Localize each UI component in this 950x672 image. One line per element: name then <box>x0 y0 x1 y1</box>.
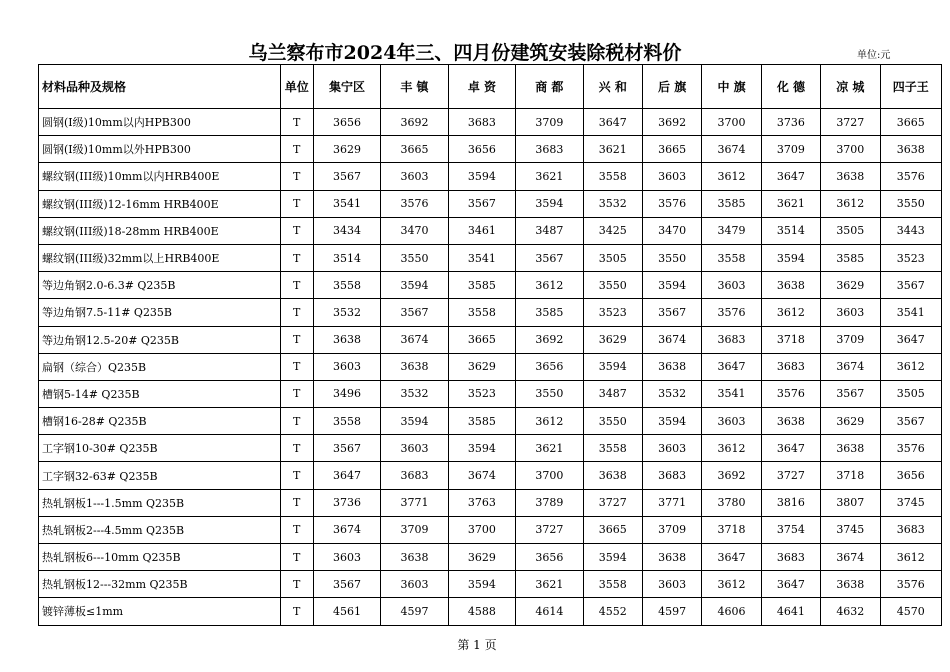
price-cell: 3443 <box>880 217 941 244</box>
price-cell: 3647 <box>702 353 761 380</box>
price-cell: 3550 <box>880 190 941 217</box>
unit-cell: T <box>280 435 313 462</box>
unit-cell: T <box>280 353 313 380</box>
price-cell: 3558 <box>448 299 515 326</box>
material-name-cell: 螺纹钢(III级)18-28mm HRB400E <box>39 217 281 244</box>
table-row <box>39 299 942 326</box>
material-name-cell: 热轧钢板6---10mm Q235B <box>39 544 281 571</box>
price-cell: 3567 <box>313 435 380 462</box>
price-cell: 3647 <box>702 544 761 571</box>
material-name-cell: 槽钢16-28# Q235B <box>39 408 281 435</box>
price-cell: 3550 <box>583 408 642 435</box>
price-cell: 3558 <box>313 408 380 435</box>
price-cell: 3523 <box>448 380 515 407</box>
price-cell: 3470 <box>381 217 448 244</box>
price-cell: 3505 <box>880 380 941 407</box>
table-row <box>39 462 942 489</box>
price-cell: 3718 <box>702 516 761 543</box>
price-cell: 3692 <box>381 109 448 136</box>
unit-cell: T <box>280 489 313 516</box>
material-name-cell: 扁钢（综合）Q235B <box>39 353 281 380</box>
price-cell: 3434 <box>313 217 380 244</box>
price-cell: 3709 <box>761 136 820 163</box>
unit-cell: T <box>280 244 313 271</box>
unit-cell: T <box>280 598 313 625</box>
material-name-cell: 镀锌薄板≤1mm <box>39 598 281 625</box>
price-cell: 3656 <box>313 109 380 136</box>
table-row <box>39 244 942 271</box>
price-cell: 4570 <box>880 598 941 625</box>
table-row <box>39 489 942 516</box>
column-header: 四子王 <box>880 65 941 109</box>
price-cell: 3532 <box>642 380 701 407</box>
unit-cell: T <box>280 299 313 326</box>
price-cell: 3621 <box>516 163 583 190</box>
unit-cell: T <box>280 408 313 435</box>
price-cell: 3585 <box>821 244 880 271</box>
price-cell: 3567 <box>381 299 448 326</box>
price-cell: 3700 <box>821 136 880 163</box>
price-cell: 3727 <box>761 462 820 489</box>
price-cell: 3683 <box>702 326 761 353</box>
price-cell: 3558 <box>583 163 642 190</box>
price-cell: 3692 <box>642 109 701 136</box>
price-cell: 3621 <box>761 190 820 217</box>
price-cell: 3647 <box>880 326 941 353</box>
unit-cell: T <box>280 272 313 299</box>
unit-cell: T <box>280 380 313 407</box>
price-cell: 3594 <box>583 353 642 380</box>
price-cell: 3789 <box>516 489 583 516</box>
table-row <box>39 598 942 625</box>
price-cell: 4606 <box>702 598 761 625</box>
price-cell: 3594 <box>642 408 701 435</box>
price-cell: 3603 <box>821 299 880 326</box>
price-cell: 4641 <box>761 598 820 625</box>
price-cell: 3718 <box>761 326 820 353</box>
price-cell: 3487 <box>516 217 583 244</box>
column-header: 后 旗 <box>642 65 701 109</box>
price-cell: 3656 <box>516 353 583 380</box>
page-number: 第 1 页 <box>457 638 497 652</box>
price-cell: 3771 <box>642 489 701 516</box>
table-row <box>39 571 942 598</box>
price-cell: 3754 <box>761 516 820 543</box>
price-cell: 3674 <box>381 326 448 353</box>
material-name-cell: 圆钢(Ⅰ级)10mm以外HPB300 <box>39 136 281 163</box>
price-cell: 3683 <box>761 353 820 380</box>
price-cell: 3514 <box>313 244 380 271</box>
price-cell: 3771 <box>381 489 448 516</box>
price-cell: 3727 <box>516 516 583 543</box>
price-cell: 3603 <box>381 435 448 462</box>
table-row <box>39 326 942 353</box>
unit-cell: T <box>280 163 313 190</box>
price-cell: 3683 <box>381 462 448 489</box>
price-cell: 3638 <box>761 408 820 435</box>
price-cell: 3638 <box>381 353 448 380</box>
price-cell: 3638 <box>642 544 701 571</box>
price-cell: 3692 <box>702 462 761 489</box>
price-cell: 3487 <box>583 380 642 407</box>
column-header: 化 德 <box>761 65 820 109</box>
price-cell: 3594 <box>448 435 515 462</box>
price-cell: 3709 <box>642 516 701 543</box>
table-header-row <box>39 65 942 109</box>
price-cell: 3612 <box>702 435 761 462</box>
price-cell: 3674 <box>642 326 701 353</box>
price-cell: 3629 <box>821 272 880 299</box>
table-row <box>39 380 942 407</box>
unit-cell: T <box>280 109 313 136</box>
price-cell: 3709 <box>381 516 448 543</box>
price-cell: 3612 <box>702 571 761 598</box>
price-cell: 3612 <box>702 163 761 190</box>
table-row <box>39 435 942 462</box>
price-cell: 3638 <box>313 326 380 353</box>
price-cell: 3479 <box>702 217 761 244</box>
table-row <box>39 217 942 244</box>
price-table <box>38 64 942 626</box>
price-cell: 4632 <box>821 598 880 625</box>
price-cell: 3656 <box>880 462 941 489</box>
price-cell: 3763 <box>448 489 515 516</box>
price-cell: 3558 <box>702 244 761 271</box>
price-cell: 3567 <box>313 163 380 190</box>
price-cell: 3567 <box>313 571 380 598</box>
price-cell: 3558 <box>313 272 380 299</box>
price-cell: 3523 <box>880 244 941 271</box>
table-row <box>39 516 942 543</box>
column-header: 集宁区 <box>313 65 380 109</box>
material-name-cell: 热轧钢板2---4.5mm Q235B <box>39 516 281 543</box>
unit-cell: T <box>280 544 313 571</box>
price-cell: 3594 <box>583 544 642 571</box>
price-cell: 3514 <box>761 217 820 244</box>
price-cell: 3576 <box>642 190 701 217</box>
price-cell: 3674 <box>702 136 761 163</box>
price-cell: 3629 <box>313 136 380 163</box>
price-cell: 3576 <box>880 571 941 598</box>
material-name-cell: 工字钢10-30# Q235B <box>39 435 281 462</box>
price-cell: 3621 <box>583 136 642 163</box>
price-cell: 3461 <box>448 217 515 244</box>
price-cell: 3594 <box>448 571 515 598</box>
price-cell: 3638 <box>761 272 820 299</box>
price-cell: 3629 <box>448 353 515 380</box>
column-header: 兴 和 <box>583 65 642 109</box>
table-row <box>39 163 942 190</box>
column-header: 凉 城 <box>821 65 880 109</box>
price-cell: 3647 <box>583 109 642 136</box>
price-cell: 3594 <box>642 272 701 299</box>
price-cell: 3550 <box>516 380 583 407</box>
price-cell: 3425 <box>583 217 642 244</box>
price-cell: 3736 <box>761 109 820 136</box>
price-cell: 3709 <box>516 109 583 136</box>
column-header: 单位 <box>280 65 313 109</box>
unit-cell: T <box>280 516 313 543</box>
price-cell: 3629 <box>583 326 642 353</box>
price-cell: 3505 <box>583 244 642 271</box>
material-name-cell: 槽钢5-14# Q235B <box>39 380 281 407</box>
price-cell: 3567 <box>880 272 941 299</box>
material-name-cell: 螺纹钢(III级)32mm以上HRB400E <box>39 244 281 271</box>
price-cell: 3594 <box>516 190 583 217</box>
price-cell: 3807 <box>821 489 880 516</box>
price-cell: 3638 <box>821 163 880 190</box>
price-cell: 3576 <box>880 435 941 462</box>
price-cell: 3638 <box>642 353 701 380</box>
table-row <box>39 136 942 163</box>
price-cell: 3585 <box>702 190 761 217</box>
price-cell: 3665 <box>642 136 701 163</box>
price-cell: 3700 <box>702 109 761 136</box>
price-cell: 3745 <box>880 489 941 516</box>
unit-cell: T <box>280 462 313 489</box>
price-cell: 3612 <box>516 408 583 435</box>
price-cell: 3523 <box>583 299 642 326</box>
table-row <box>39 190 942 217</box>
price-cell: 3647 <box>761 163 820 190</box>
price-cell: 3594 <box>381 272 448 299</box>
price-cell: 3674 <box>313 516 380 543</box>
column-header: 中 旗 <box>702 65 761 109</box>
price-cell: 3736 <box>313 489 380 516</box>
price-cell: 3541 <box>880 299 941 326</box>
material-name-cell: 等边角钢2.0-6.3# Q235B <box>39 272 281 299</box>
price-cell: 3496 <box>313 380 380 407</box>
price-cell: 3576 <box>702 299 761 326</box>
unit-cell: T <box>280 217 313 244</box>
price-cell: 3612 <box>516 272 583 299</box>
price-cell: 3594 <box>381 408 448 435</box>
price-cell: 4614 <box>516 598 583 625</box>
table-row <box>39 544 942 571</box>
price-cell: 3603 <box>642 435 701 462</box>
price-cell: 3647 <box>761 571 820 598</box>
table-row <box>39 408 942 435</box>
unit-label: 单位:元 <box>857 50 891 61</box>
price-cell: 3576 <box>880 163 941 190</box>
material-name-cell: 热轧钢板1---1.5mm Q235B <box>39 489 281 516</box>
price-cell: 4597 <box>381 598 448 625</box>
price-cell: 3612 <box>880 544 941 571</box>
price-cell: 3638 <box>821 435 880 462</box>
price-cell: 3576 <box>381 190 448 217</box>
price-cell: 3700 <box>516 462 583 489</box>
table-row <box>39 109 942 136</box>
price-cell: 3780 <box>702 489 761 516</box>
price-cell: 3594 <box>448 163 515 190</box>
price-cell: 3612 <box>880 353 941 380</box>
material-name-cell: 等边角钢7.5-11# Q235B <box>39 299 281 326</box>
price-cell: 3603 <box>313 544 380 571</box>
material-name-cell: 热轧钢板12---32mm Q235B <box>39 571 281 598</box>
price-cell: 3603 <box>381 163 448 190</box>
price-cell: 3541 <box>702 380 761 407</box>
price-cell: 3718 <box>821 462 880 489</box>
price-cell: 3603 <box>381 571 448 598</box>
price-cell: 3532 <box>583 190 642 217</box>
price-cell: 3567 <box>821 380 880 407</box>
price-cell: 3674 <box>448 462 515 489</box>
material-name-cell: 螺纹钢(III级)12-16mm HRB400E <box>39 190 281 217</box>
unit-cell: T <box>280 571 313 598</box>
price-cell: 3567 <box>642 299 701 326</box>
price-cell: 3550 <box>381 244 448 271</box>
price-cell: 3550 <box>583 272 642 299</box>
price-cell: 3683 <box>880 516 941 543</box>
price-cell: 3638 <box>821 571 880 598</box>
table-row <box>39 272 942 299</box>
price-cell: 3683 <box>642 462 701 489</box>
price-cell: 3585 <box>516 299 583 326</box>
column-header: 丰 镇 <box>381 65 448 109</box>
price-cell: 3665 <box>583 516 642 543</box>
price-cell: 3603 <box>642 571 701 598</box>
price-cell: 3567 <box>516 244 583 271</box>
column-header: 商 都 <box>516 65 583 109</box>
price-cell: 3585 <box>448 272 515 299</box>
unit-cell: T <box>280 326 313 353</box>
column-header: 材料品种及规格 <box>39 65 281 109</box>
price-cell: 3656 <box>448 136 515 163</box>
price-cell: 3576 <box>761 380 820 407</box>
unit-cell: T <box>280 190 313 217</box>
price-cell: 4588 <box>448 598 515 625</box>
price-cell: 4597 <box>642 598 701 625</box>
price-cell: 3558 <box>583 571 642 598</box>
price-cell: 3567 <box>448 190 515 217</box>
price-cell: 3683 <box>761 544 820 571</box>
price-cell: 3470 <box>642 217 701 244</box>
price-cell: 3727 <box>583 489 642 516</box>
price-cell: 3612 <box>821 190 880 217</box>
price-cell: 3629 <box>821 408 880 435</box>
price-cell: 3594 <box>761 244 820 271</box>
page-title: 乌兰察布市2024年三、四月份建筑安装除税材料价 <box>248 42 682 64</box>
price-cell: 4552 <box>583 598 642 625</box>
price-cell: 3585 <box>448 408 515 435</box>
material-name-cell: 螺纹钢(III级)10mm以内HRB400E <box>39 163 281 190</box>
price-cell: 3638 <box>381 544 448 571</box>
price-cell: 3505 <box>821 217 880 244</box>
price-cell: 3745 <box>821 516 880 543</box>
price-cell: 3665 <box>381 136 448 163</box>
price-cell: 3647 <box>761 435 820 462</box>
price-cell: 3727 <box>821 109 880 136</box>
price-cell: 4561 <box>313 598 380 625</box>
price-cell: 3603 <box>313 353 380 380</box>
price-cell: 3674 <box>821 544 880 571</box>
table-body <box>39 109 942 626</box>
price-cell: 3558 <box>583 435 642 462</box>
price-cell: 3629 <box>448 544 515 571</box>
column-header: 卓 资 <box>448 65 515 109</box>
price-cell: 3665 <box>448 326 515 353</box>
material-name-cell: 等边角钢12.5-20# Q235B <box>39 326 281 353</box>
price-cell: 3647 <box>313 462 380 489</box>
price-cell: 3621 <box>516 571 583 598</box>
price-cell: 3532 <box>313 299 380 326</box>
price-cell: 3683 <box>516 136 583 163</box>
price-cell: 3603 <box>642 163 701 190</box>
price-cell: 3638 <box>583 462 642 489</box>
price-cell: 3603 <box>702 272 761 299</box>
material-name-cell: 工字钢32-63# Q235B <box>39 462 281 489</box>
price-cell: 3541 <box>448 244 515 271</box>
price-cell: 3674 <box>821 353 880 380</box>
price-cell: 3709 <box>821 326 880 353</box>
price-cell: 3700 <box>448 516 515 543</box>
price-cell: 3541 <box>313 190 380 217</box>
price-cell: 3532 <box>381 380 448 407</box>
price-cell: 3665 <box>880 109 941 136</box>
material-name-cell: 圆钢(Ⅰ级)10mm以内HPB300 <box>39 109 281 136</box>
price-cell: 3612 <box>761 299 820 326</box>
table-row <box>39 353 942 380</box>
price-cell: 3683 <box>448 109 515 136</box>
price-cell: 3656 <box>516 544 583 571</box>
price-cell: 3638 <box>880 136 941 163</box>
price-cell: 3692 <box>516 326 583 353</box>
price-cell: 3567 <box>880 408 941 435</box>
price-cell: 3550 <box>642 244 701 271</box>
price-cell: 3816 <box>761 489 820 516</box>
unit-cell: T <box>280 136 313 163</box>
price-cell: 3603 <box>702 408 761 435</box>
price-cell: 3621 <box>516 435 583 462</box>
